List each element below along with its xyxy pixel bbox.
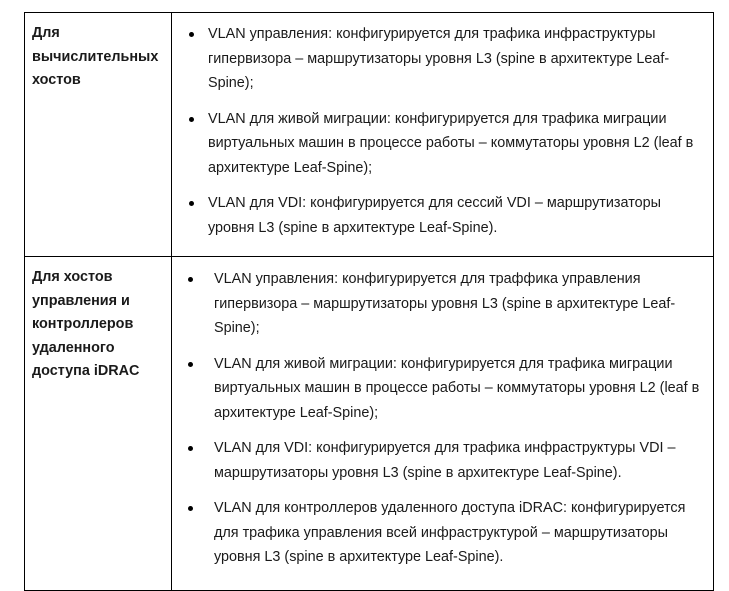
vlan-table <box>24 12 714 591</box>
list-item-text: VLAN управления: конфигурируется для трафика инфраструктуры гипервизора – маршрутизаторы уровня L3 (spine в архитектуре Leaf-Spine); <box>208 26 670 91</box>
bullet-list-compute-hosts <box>208 22 705 240</box>
bullet-icon <box>188 506 193 511</box>
bullet-icon <box>189 201 194 206</box>
bullet-icon <box>189 117 194 122</box>
list-item-text: VLAN для VDI: конфигурируется для трафика инфраструктуры VDI – маршрутизаторы уровня L3 (spine в архитектуре Leaf-Spine). <box>214 440 676 481</box>
table-row-compute-hosts <box>25 13 714 257</box>
bullet-icon <box>189 32 194 37</box>
list-item <box>214 496 707 570</box>
list-item <box>214 352 707 426</box>
list-item <box>208 191 705 240</box>
row-label-management-hosts: Для хостов управления и контроллеров удаленного доступа iDRAC <box>25 257 172 591</box>
row-label-compute-hosts: Для вычислительных хостов <box>25 13 172 257</box>
list-item <box>214 267 707 341</box>
bullet-icon <box>188 277 193 282</box>
row-content-compute-hosts <box>172 13 714 257</box>
list-item <box>208 107 705 181</box>
bullet-icon <box>188 446 193 451</box>
list-item-text: VLAN для живой миграции: конфигурируется для трафика миграции виртуальных машин в процессе работы – коммутаторы уровня L2 (leaf в архитектуре Leaf-Spine); <box>214 355 700 421</box>
list-item <box>214 436 707 485</box>
row-content-management-hosts <box>172 257 714 591</box>
list-item-text: VLAN для контроллеров удаленного доступа iDRAC: конфигурируется для трафика управления всей инфраструктурой – маршрутизаторы уровня L3 (spine в архитектуре Leaf-Spine). <box>214 500 686 565</box>
list-item <box>208 22 705 96</box>
bullet-icon <box>188 362 193 367</box>
list-item-text: VLAN для VDI: конфигурируется для сессий VDI – маршрутизаторы уровня L3 (spine в архитектуре Leaf-Spine). <box>208 195 662 236</box>
list-item-text: VLAN управления: конфигурируется для траффика управления гипервизора – маршрутизаторы уровня L3 (spine в архитектуре Leaf-Spine); <box>214 271 676 336</box>
list-item-text: VLAN для живой миграции: конфигурируется для трафика миграции виртуальных машин в процессе работы – коммутаторы уровня L2 (leaf в архитектуре Leaf-Spine); <box>208 110 694 176</box>
bullet-list-management-hosts <box>214 267 707 570</box>
table-row-management-hosts <box>25 257 714 591</box>
